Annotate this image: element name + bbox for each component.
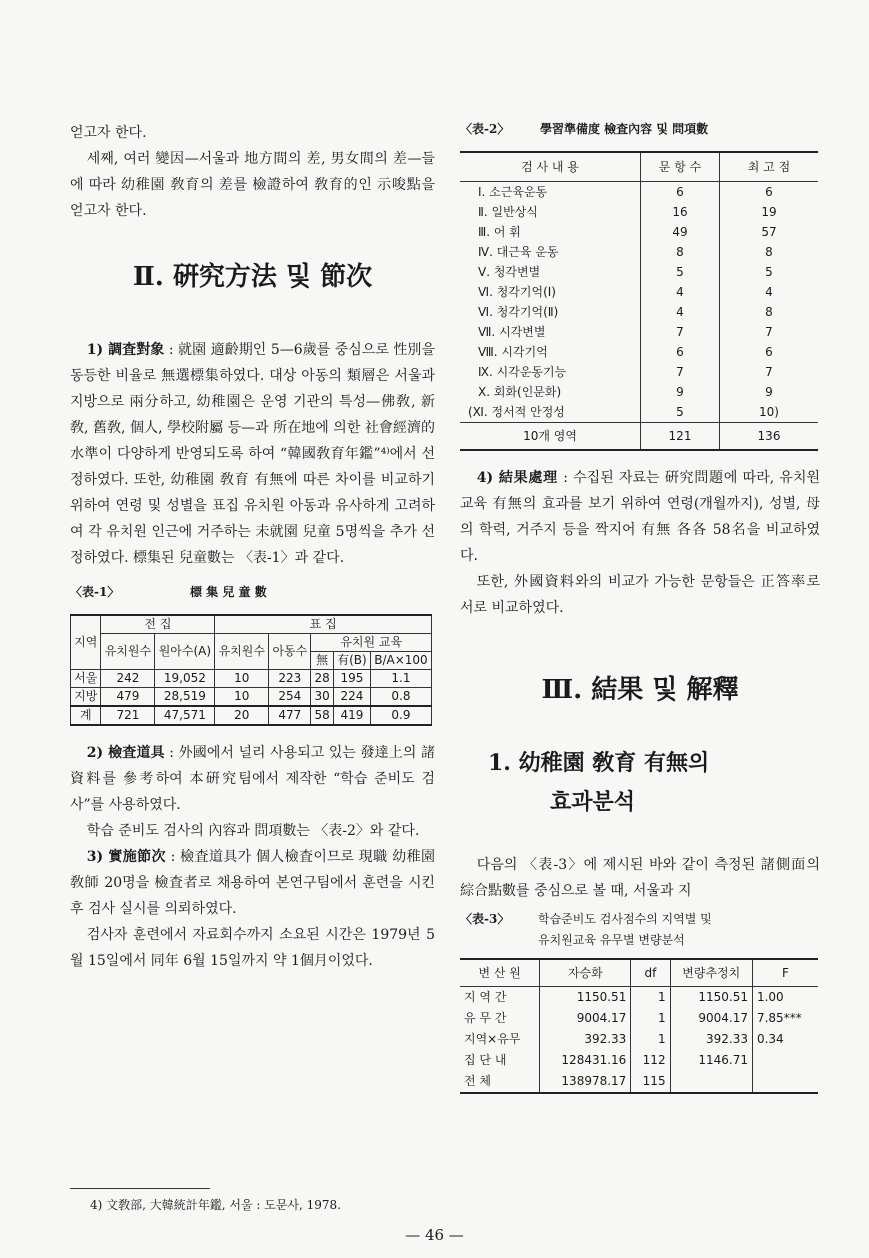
table-header: 아동수: [269, 634, 311, 670]
table-cell: 0.34: [756, 1032, 784, 1046]
table-header: 원아수(A): [155, 634, 215, 670]
table-cell: 47,571: [155, 706, 215, 725]
table-cell: 20: [215, 706, 269, 725]
table-header: 지역: [71, 615, 101, 670]
table-cell: 유 무 간: [460, 1008, 540, 1029]
table-header: 전 집: [101, 615, 215, 634]
table-header: F: [752, 959, 818, 987]
table-row: [71, 670, 432, 688]
table-row: [460, 242, 818, 262]
table-header: 변량추정치: [670, 959, 752, 987]
table-row: [460, 282, 818, 302]
table-row: [460, 322, 818, 342]
table-row: [460, 1071, 818, 1093]
table-cell: 6: [641, 182, 720, 203]
paragraph: 얻고자 한다.: [70, 125, 147, 141]
table-cell: 서울: [71, 670, 101, 688]
footnote-rule: [70, 1188, 210, 1189]
table-cell: 28,519: [155, 688, 215, 707]
table-header: 유치원 교육: [311, 634, 432, 652]
paragraph-text: : 수집된 자료는 硏究問題에 따라, 유치원 교육 有無의 효과를 보기 위하여 연령(개월까지), 성별, 母의 학력, 거주지 등을 짝지어 有無 各各 58名을 비교하였다.: [460, 470, 820, 564]
paragraph-text: : 外國에서 널리 사용되고 있는 發達上의 諸資料를 參考하여 本硏究팀에서 제작한 “학습 준비도 검사”를 사용하였다.: [70, 745, 435, 813]
table-cell: 19,052: [155, 670, 215, 688]
table-header: 검 사 내 용: [460, 152, 641, 182]
table-cell: 1: [631, 1008, 670, 1029]
table-cell: 10: [215, 670, 269, 688]
table-cell: 1.1: [370, 670, 431, 688]
paragraph-label: 2) 檢査道具: [86, 745, 165, 761]
table-row: [460, 1008, 818, 1029]
table-cell: 8: [765, 245, 773, 259]
table-cell: 1146.71: [670, 1050, 752, 1071]
table-cell: 10): [759, 405, 779, 419]
table-cell: 7: [765, 325, 773, 339]
table-cell: 8: [641, 242, 720, 262]
table-cell: 전 체: [460, 1071, 540, 1093]
table-header: B/A×100: [370, 652, 431, 670]
table-row: [460, 362, 818, 382]
table-cell: 1150.51: [670, 987, 752, 1009]
table-cell: (Ⅺ. 정서적 안정성: [460, 402, 641, 423]
table-cell: 19: [761, 205, 777, 219]
section-heading-3: Ⅲ. 結果 및 解釋: [541, 675, 739, 705]
table-header: 有(B): [333, 652, 370, 670]
table-cell: 5: [641, 402, 720, 423]
paragraph: 검사자 훈련에서 자료회수까지 소요된 시간은 1979년 5월 15일에서 同年 6월 15일까지 약 1個月이었다.: [70, 927, 435, 969]
table-row: [71, 688, 432, 707]
table-cell: 0.8: [370, 688, 431, 707]
table-cell: 4: [641, 282, 720, 302]
table-header: 표 집: [215, 615, 432, 634]
paragraph-text: : 就園 適齡期인 5—6歲를 중심으로 性別을 동등한 비율로 無選標集하였다. 대상 아동의 類層은 서울과 지방으로 兩分하고, 幼稚園은 운영 기관의 특성—佛敎, 新敎, 舊敎, 個人, 學校附屬 등—과 所在地에 의한 社會經濟的 水準이 다양하게 반영되도록 하여 “韓國敎育年鑑”⁴⁾에서 선정하였다. 또한, 幼稚園 敎育 有無에 따른 차이를 비교하기 위하여 연령 및 성별을 표집 유치원 아동과 유사하게 고려하여 각 유치원 인근에 거주하는 未就園 兒童 5명씩을 추가 선정하였다. 標集된 兒童數는 〈表-1〉과 같다.: [70, 342, 435, 566]
table-cell: 4: [641, 302, 720, 322]
paragraph: [70, 740, 435, 818]
table-cell: 479: [101, 688, 155, 707]
table-cell: 지역×유무: [460, 1029, 540, 1050]
table-header: 無: [311, 652, 334, 670]
paragraph: 또한, 外國資料와의 비교가 가능한 문항들은 正答率로 서로 비교하였다.: [460, 574, 820, 616]
paragraph-label: 4) 結果處理: [476, 470, 558, 486]
table-cell: Ⅹ. 회화(인문화): [460, 382, 641, 402]
paragraph: [70, 844, 435, 922]
table-cell: Ⅴ. 청각변별: [460, 262, 641, 282]
table-cell: 집 단 내: [460, 1050, 540, 1071]
table-cell: Ⅱ. 일반상식: [460, 202, 641, 222]
table-cell: 6: [641, 342, 720, 362]
table-cell: Ⅲ. 어 휘: [460, 222, 641, 242]
table-cell: 16: [641, 202, 720, 222]
footnote: 4) 文敎部, 大韓統計年鑑, 서울 : 도문사, 1978.: [90, 1198, 342, 1212]
table-header: 변 산 원: [460, 959, 540, 987]
table-row: [460, 1050, 818, 1071]
table-cell: 392.33: [540, 1029, 631, 1050]
table-cell: 1.00: [756, 990, 784, 1004]
table-number: 〈表-1〉: [70, 585, 120, 599]
table-cell: 1: [631, 987, 670, 1009]
table-header: df: [631, 959, 670, 987]
left-column: [70, 120, 435, 974]
table-caption: [70, 583, 435, 600]
table-cell: 57: [761, 225, 777, 239]
table-cell: 6: [765, 345, 773, 359]
table-cell: 58: [311, 706, 334, 725]
table-anova: [460, 958, 818, 1094]
table-cell: 5: [765, 265, 773, 279]
table-header: 자승화: [540, 959, 631, 987]
table-cell: 115: [631, 1071, 670, 1093]
table-cell: 9004.17: [670, 1008, 752, 1029]
table-cell: 7: [765, 365, 773, 379]
paragraph-label: 3) 實施節次: [86, 849, 166, 865]
table-row: [460, 1029, 818, 1050]
table-title: 學習準備度 檢査內容 및 問項數: [540, 122, 709, 136]
table-cell: 128431.16: [540, 1050, 631, 1071]
paragraph: [70, 337, 435, 571]
table-cell: 10개 영역: [460, 423, 641, 451]
paragraph: 학습 준비도 검사의 內容과 問項數는 〈表-2〉와 같다.: [86, 823, 420, 839]
table-cell: 1: [631, 1029, 670, 1050]
table-cell: 195: [333, 670, 370, 688]
page-number: — 46 —: [405, 1226, 464, 1244]
table-cell: 121: [641, 423, 720, 451]
table-row: [460, 302, 818, 322]
table-cell: 8: [765, 305, 773, 319]
table-cell: 계: [71, 706, 101, 725]
table-cell: Ⅷ. 시각기억: [460, 342, 641, 362]
table-cell: 254: [269, 688, 311, 707]
section-heading-2: Ⅱ. 硏究方法 및 節次: [132, 262, 373, 292]
table-title: 標 集 兒 童 數: [190, 585, 267, 599]
table-row: [460, 182, 818, 203]
table-cell: 9: [765, 385, 773, 399]
table-row: [460, 987, 818, 1009]
table-cell: 7: [641, 362, 720, 382]
table-cell: 지 역 간: [460, 987, 540, 1009]
table-cell: 9: [641, 382, 720, 402]
table-cell: 223: [269, 670, 311, 688]
table-sample-children: [70, 614, 432, 726]
table-header: 문 항 수: [641, 152, 720, 182]
table-cell: Ⅸ. 시각운동기능: [460, 362, 641, 382]
subsection-heading: 1. 幼稚園 敎育 有無의: [488, 750, 710, 776]
table-row: [460, 382, 818, 402]
table-row: [460, 402, 818, 423]
table-cell: [752, 1071, 818, 1093]
table-cell: Ⅶ. 시각변별: [460, 322, 641, 342]
subsection-heading-line2: 효과분석: [550, 789, 636, 815]
table-cell: Ⅵ. 청각기억(Ⅰ): [460, 282, 641, 302]
table-cell: 지방: [71, 688, 101, 707]
table-cell: Ⅰ. 소근육운동: [460, 182, 641, 203]
right-column: [460, 120, 820, 1094]
table-cell: Ⅵ. 청각기억(Ⅱ): [460, 302, 641, 322]
table-cell: 419: [333, 706, 370, 725]
table-row-total: [460, 423, 818, 451]
table-caption-line2: [460, 931, 820, 948]
paragraph-label: 1) 調査對象: [86, 342, 165, 358]
paragraph-text: : 檢査道具가 個人檢査이므로 現職 幼稚園 敎師 20명을 檢査者로 채용하여 본연구팀에서 훈련을 시킨 후 검사 실시를 의뢰하였다.: [70, 849, 435, 917]
table-title-line2: 유치원교육 유무별 변량분석: [538, 933, 685, 947]
table-cell: 5: [641, 262, 720, 282]
table-cell: 138978.17: [540, 1071, 631, 1093]
table-cell: 721: [101, 706, 155, 725]
table-row: [460, 342, 818, 362]
table-cell: 1150.51: [540, 987, 631, 1009]
paragraph: 세째, 여러 變因—서울과 地方間의 差, 男女間의 差—들에 따라 幼稚園 敎育의 差를 檢證하여 敎育的인 示唆點을 얻고자 한다.: [70, 151, 435, 219]
table-cell: 242: [101, 670, 155, 688]
table-cell: 9004.17: [540, 1008, 631, 1029]
table-cell: 7.85***: [756, 1011, 802, 1025]
table-cell: 7: [641, 322, 720, 342]
table-caption: [460, 910, 820, 927]
table-header: 최 고 점: [720, 152, 819, 182]
table-title-line1: 학습준비도 검사점수의 지역별 및: [538, 912, 712, 926]
table-cell: 30: [311, 688, 334, 707]
table-cell: 6: [765, 185, 773, 199]
table-cell: 477: [269, 706, 311, 725]
table-cell: 392.33: [670, 1029, 752, 1050]
table-cell: 28: [311, 670, 334, 688]
table-header: 유치원수: [215, 634, 269, 670]
table-cell: 112: [631, 1050, 670, 1071]
paragraph: [460, 465, 820, 569]
table-cell: 0.9: [370, 706, 431, 725]
table-row: [460, 202, 818, 222]
table-cell: 224: [333, 688, 370, 707]
table-test-contents: [460, 151, 818, 451]
table-number: 〈表-2〉: [460, 122, 510, 136]
table-row: [460, 262, 818, 282]
table-row-total: [71, 706, 432, 725]
table-row: [460, 222, 818, 242]
table-caption: [460, 120, 820, 137]
table-number: 〈表-3〉: [460, 912, 510, 926]
paragraph: 다음의 〈表-3〉에 제시된 바와 같이 측정된 諸側面의 綜合點數를 중심으로 볼 때, 서울과 지: [460, 857, 820, 899]
table-cell: [752, 1050, 818, 1071]
table-cell: 49: [641, 222, 720, 242]
table-cell: 4: [765, 285, 773, 299]
table-header: 유치원수: [101, 634, 155, 670]
table-cell: [670, 1071, 752, 1093]
table-cell: 10: [215, 688, 269, 707]
table-cell: Ⅳ. 대근육 운동: [460, 242, 641, 262]
table-cell: 136: [720, 423, 819, 451]
